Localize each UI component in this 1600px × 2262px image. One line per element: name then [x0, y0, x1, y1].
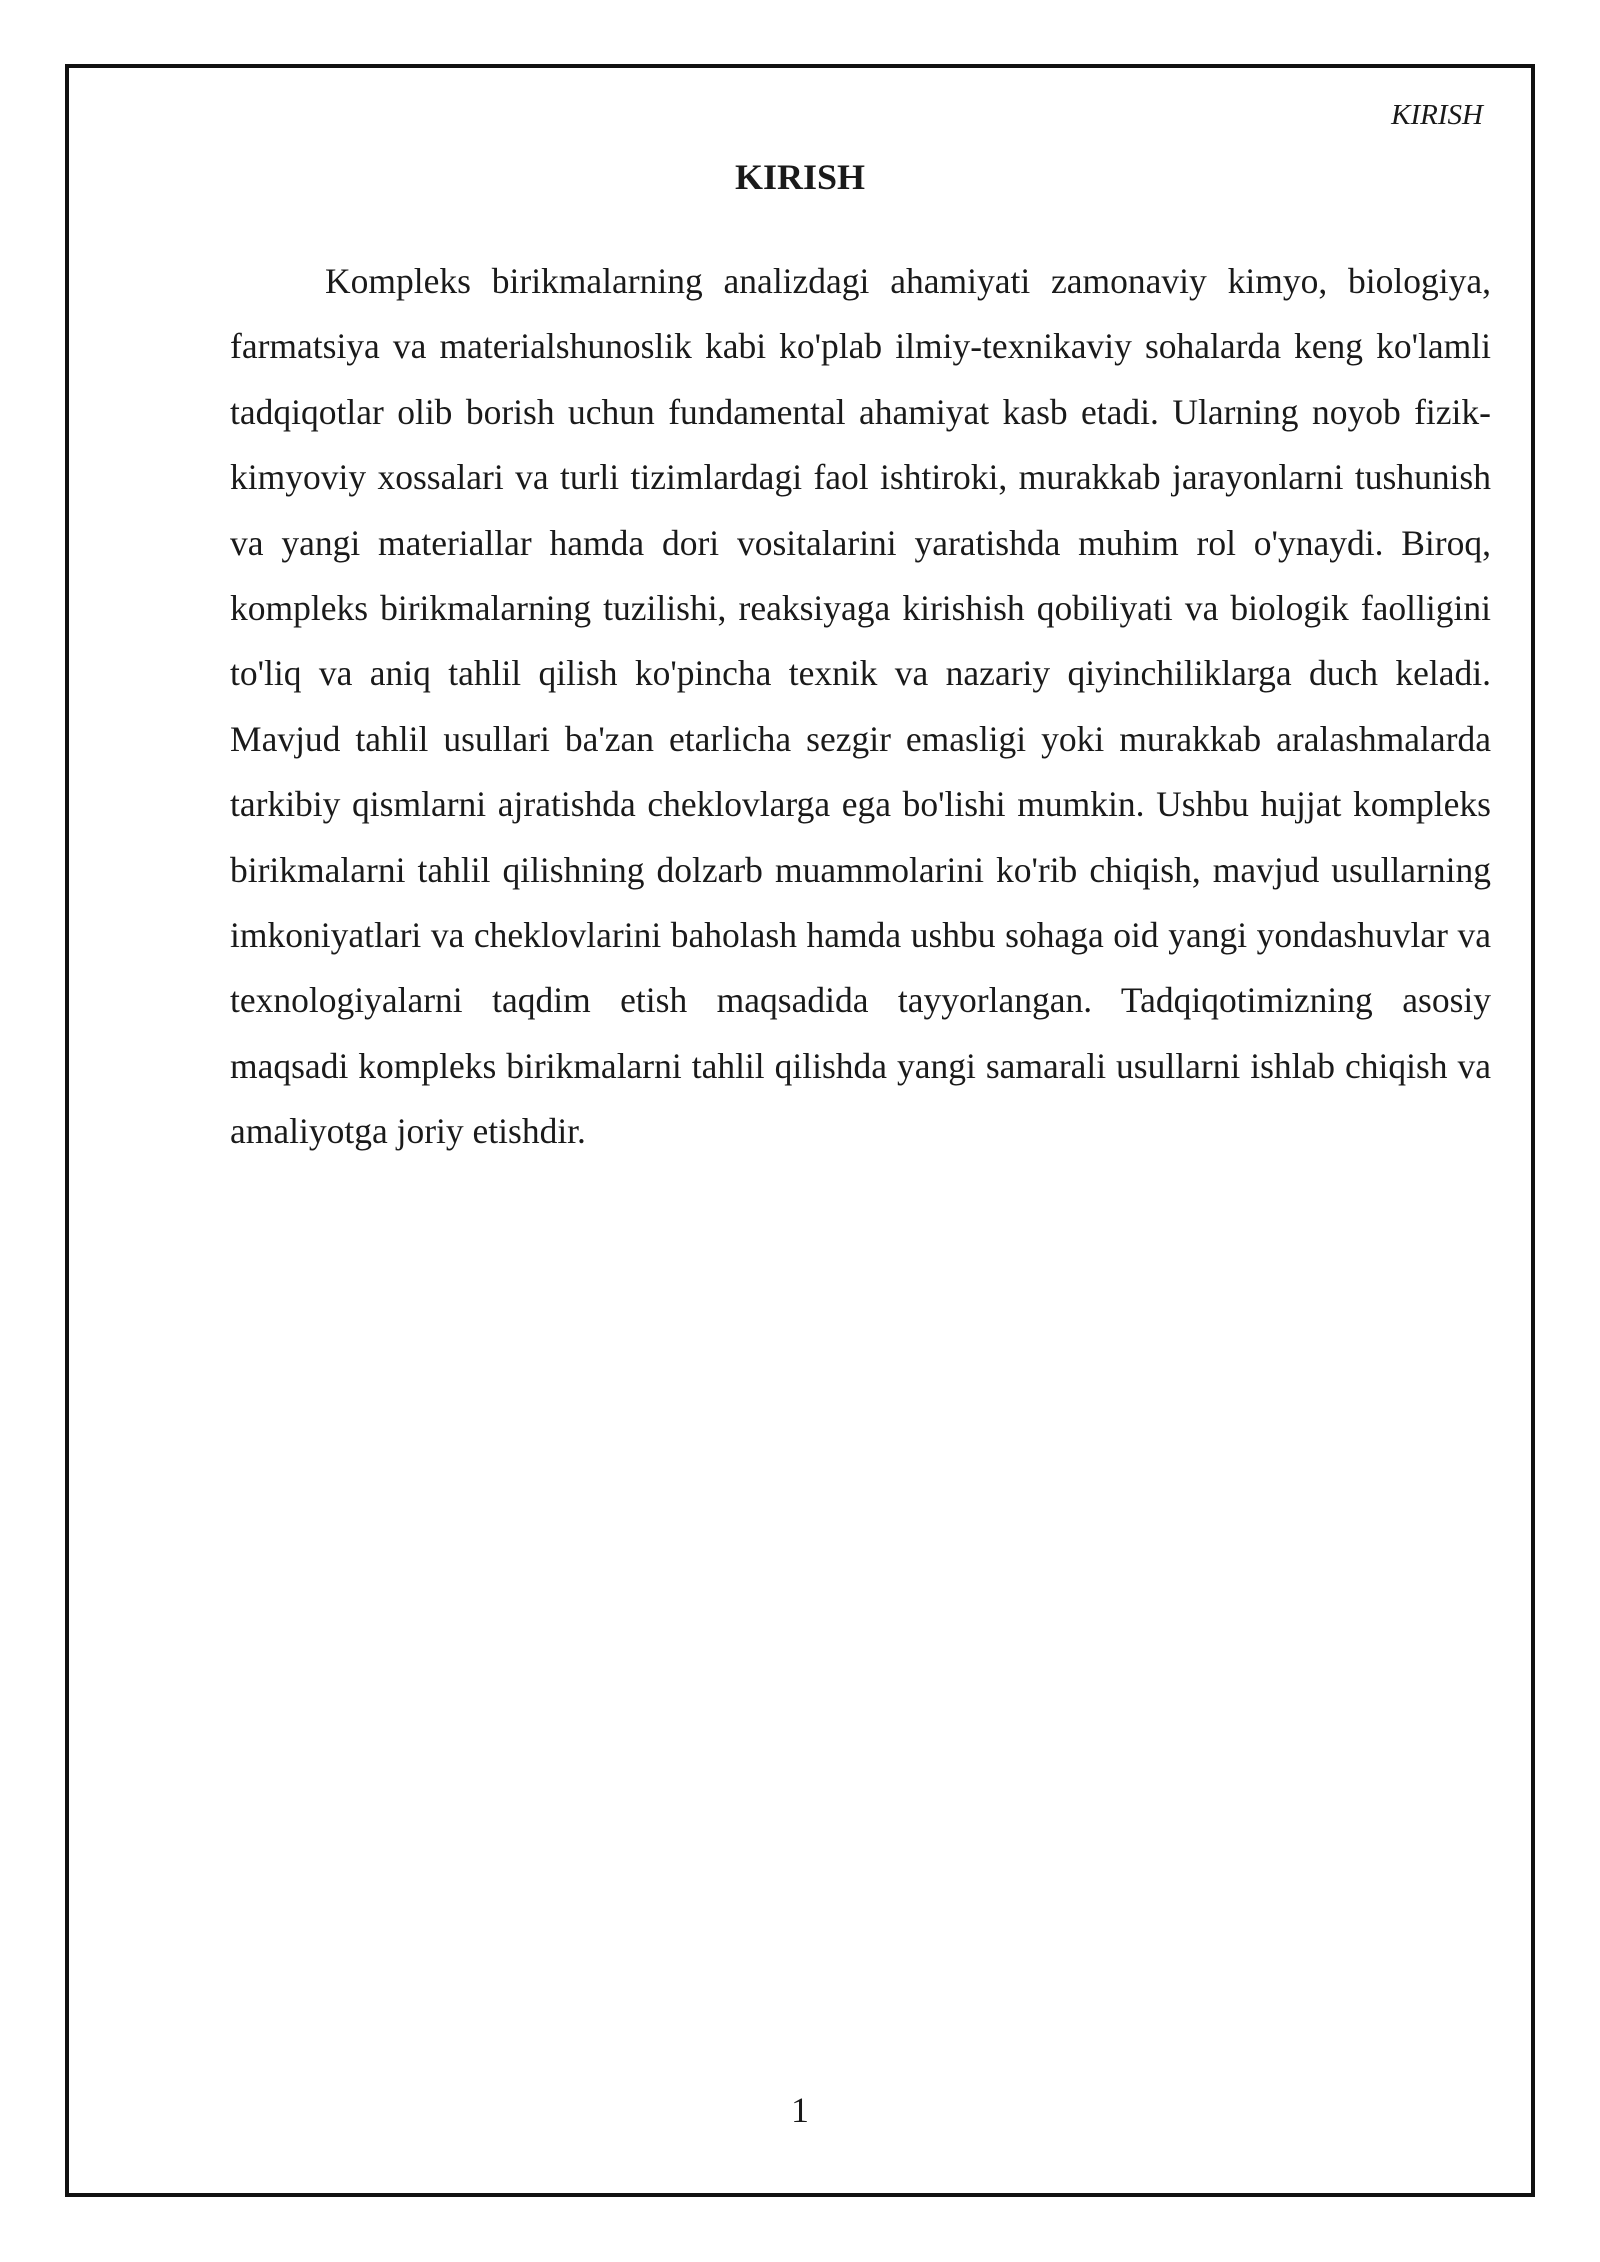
section-title: KIRISH	[734, 157, 866, 197]
page-border	[65, 64, 1535, 2197]
page-number: 1	[791, 2090, 809, 2130]
running-header: KIRISH	[1391, 99, 1483, 131]
intro-paragraph: Kompleks birikmalarning analizdagi ahamiyati zamonaviy kimyo, biologiya, farmatsiya va materialshunoslik kabi ko'plab ilmiy-texnikaviy sohalarda keng ko'lamli tadqiqotlar olib borish uchun fundamental ahamiyat kasb etadi. Ularning noyob fizik-kimyoviy xossalari va turli tizimlardagi faol ishtiroki, murakkab jarayonlarni tushunish va yangi materiallar hamda dori vositalarini yaratishda muhim rol o'ynaydi. Biroq, kompleks birikmalarning tuzilishi, reaksiyaga kirishish qobiliyati va biologik faolligini to'liq va aniq tahlil qilish ko'pincha texnik va nazariy qiyinchiliklarga duch keladi. Mavjud tahlil usullari ba'zan etarlicha sezgir emasligi yoki murakkab aralashmalarda tarkibiy qismlarni ajratishda cheklovlarga ega bo'lishi mumkin. Ushbu hujjat kompleks birikmalarni tahlil qilishning dolzarb muammolarini ko'rib chiqish, mavjud usullarning imkoniyatlari va cheklovlarini baholash hamda ushbu sohaga oid yangi yondashuvlar va texnologiyalarni taqdim etish maqsadida tayyorlangan. Tadqiqotimizning asosiy maqsadi kompleks birikmalarni tahlil qilishda yangi samarali usullarni ishlab chiqish va amaliyotga joriy etishdir.	[230, 261, 1491, 1152]
